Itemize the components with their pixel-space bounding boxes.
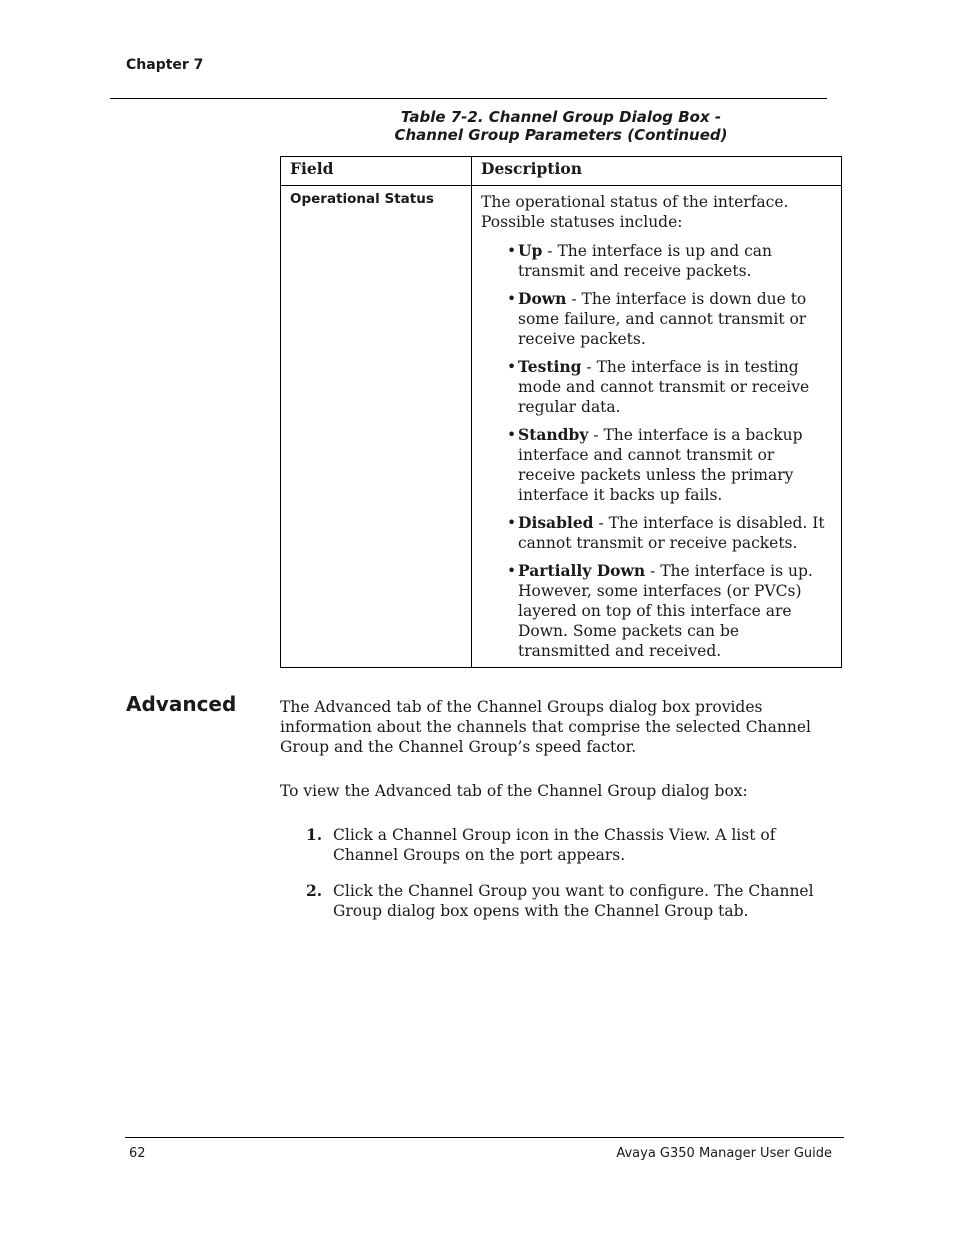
table-caption-line-2: Channel Group Parameters (Continued) [394,126,728,144]
status-text: - The interface is disabled. It cannot transmit or receive packets. [518,514,825,552]
status-item-down [509,289,832,349]
list-item [306,825,836,865]
description-intro: The operational status of the interface. Possible statuses include: [481,193,789,231]
status-item-testing [509,357,832,417]
section-heading: Advanced [126,692,237,716]
bullet-icon: • [507,514,517,532]
field-name-cell: Operational Status [281,186,472,668]
table-row [281,186,842,668]
document-title: Avaya G350 Manager User Guide [616,1146,832,1161]
status-term: Up [518,241,543,260]
status-text: - The interface is down due to some failure, and cannot transmit or receive packets. [518,290,807,348]
page-number: 62 [129,1146,146,1161]
column-header-description: Description [472,157,842,186]
bullet-icon: • [507,242,517,260]
status-item-up [509,241,832,281]
table-header-row [281,157,842,186]
description-cell [472,186,842,668]
status-term: Testing [518,357,582,376]
status-term: Disabled [518,513,594,532]
section-paragraph-1: The Advanced tab of the Channel Groups dialog box provides information about the channels that comprise the selected Channel Group and the Channel Group’s speed factor. [280,698,811,756]
header-divider [110,98,827,99]
status-item-disabled [509,513,832,553]
chapter-label: Chapter 7 [126,57,204,73]
status-text: - The interface is up. However, some interfaces (or PVCs) layered on top of this interface are Down. Some packets can be transmitted and received. [518,562,813,660]
step-number: 1. [306,825,323,844]
status-term: Standby [518,425,589,444]
status-list [481,241,832,661]
procedure-steps [306,825,836,937]
bullet-icon: • [507,426,517,444]
step-number: 2. [306,881,323,900]
status-text: - The interface is a backup interface and cannot transmit or receive packets unless the primary interface it backs up fails. [518,426,803,504]
section-paragraph-2: To view the Advanced tab of the Channel Group dialog box: [280,782,748,800]
bullet-icon: • [507,290,517,308]
parameters-table [280,156,842,668]
table-caption [280,108,842,144]
bullet-icon: • [507,358,517,376]
status-text: - The interface is in testing mode and cannot transmit or receive regular data. [518,358,810,416]
bullet-icon: • [507,562,517,580]
table-caption-line-1: Table 7-2. Channel Group Dialog Box - [400,108,722,126]
status-term: Down [518,289,567,308]
status-term: Partially Down [518,561,646,580]
list-item [306,881,836,921]
status-item-standby [509,425,832,505]
status-item-partially-down [509,561,832,661]
step-text: Click a Channel Group icon in the Chassis View. A list of Channel Groups on the port appears. [333,826,776,864]
step-text: Click the Channel Group you want to configure. The Channel Group dialog box opens with the Channel Group tab. [333,882,814,920]
status-text: - The interface is up and can transmit and receive packets. [518,242,773,280]
column-header-field: Field [281,157,472,186]
footer-divider [125,1137,844,1138]
